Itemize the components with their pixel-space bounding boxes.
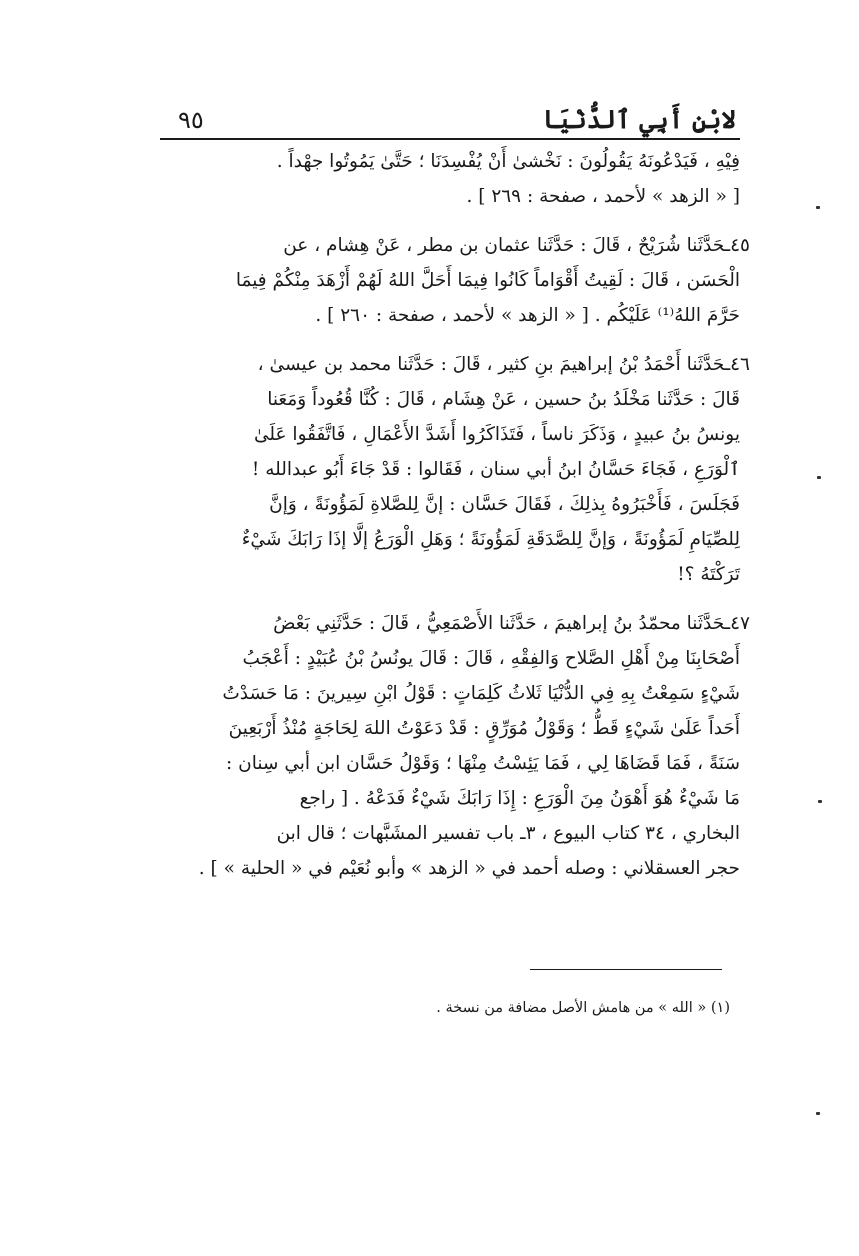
hadith-line: فَجَلَسَ ، فَأَخْبَرُوهُ بِذلِكَ ، فَقَالَ حَسَّان : إنَّ لِلصَّلاةِ لَمَؤُونَةً ، وَإنَّ [269, 494, 740, 515]
hadith-line: حَرَّمَ اللهُ⁽¹⁾ عَلَيْكُم . [ « الزهد » لأحمد ، صفحة : ٢٦٠ ] . [315, 305, 740, 326]
footnote-text: « الله » من هامش الأصل مضافة من نسخة . [436, 1000, 707, 1016]
footnote-marker: (١) [710, 1000, 730, 1016]
page-number: ٩٥ [178, 106, 204, 134]
hadith-46 [160, 347, 750, 592]
hadith-line: ٱلْوَرَعِ ، فَجَاءَ حَسَّانُ ابنُ أبي سنان ، فَقَالوا : قَدْ جَاءَ أَبُو عبدالله ! [251, 459, 740, 480]
footnote [380, 996, 730, 1020]
hadith-number: ٤٥ـ [724, 235, 750, 256]
running-head-title: لابْنِ أَبِي ٱلدُّنْيَا [542, 105, 736, 134]
footnote-rule [530, 969, 722, 970]
scan-speck [818, 800, 822, 803]
hadith-line: مَا شَيْءٌ هُوَ أَهْوَنُ مِنَ الْوَرَعِ : إِذَا رَابَكَ شَيْءٌ فَدَعْهُ . [ راجع [299, 788, 740, 809]
hadith-number: ٤٧ـ [724, 613, 750, 634]
hadith-line-text: حَدَّثَنا أَحْمَدُ بْنُ إبراهيمَ بنِ كثير ، قَالَ : حَدَّثَنا محمد بن عيسىٰ ، [257, 354, 725, 375]
scan-speck [816, 1112, 820, 1115]
book-page [160, 86, 750, 886]
continuation-paragraph [160, 144, 740, 214]
hadith-line-text: حَدَّثَنا محمّدُ بنُ إبراهيمَ ، حَدَّثَنا الأَصْمَعِيُّ ، قَالَ : حَدَّثَنِي بَعْضُ [273, 613, 725, 634]
hadith-45 [160, 228, 750, 333]
hadith-line: أَحَداً عَلَىٰ شَيْءٍ قَطُّ ؛ وَقَوْلُ مُوَرِّقٍ : قَدْ دَعَوْتُ اللهَ لِحَاجَةٍ مُنْذُ أَرْبَعِينَ [228, 718, 740, 739]
hadith-line: البخاري ، ٣٤ كتاب البيوع ، ٣ـ باب تفسير المشَبَّهات ؛ قال ابن [276, 823, 740, 844]
hadith-number: ٤٦ـ [724, 354, 750, 375]
hadith-line: الْحَسَن ، قَالَ : لَقِيتُ أَقْوَاماً كَانُوا فِيمَا أَحَلَّ اللهُ لَهُمْ أَزْهَدَ مِنْكُمْ فِيمَا [235, 270, 740, 291]
continuation-line: فِيْهِ ، فَيَدْعُونَهُ يَقُولُونَ : نَخْشىٰ أَنْ يُفْسِدَنَا ؛ حَتَّىٰ يَمُوتُوا جهْداً . [276, 151, 740, 172]
scan-speck [817, 476, 821, 479]
hadith-line [160, 228, 750, 263]
hadith-line: سَنَةً ، فَمَا قَضَاهَا لِي ، فَمَا يَئِسْتُ مِنْهَا ؛ وَقَوْلُ حَسَّان ابن أبي سِنان : [226, 753, 740, 774]
hadith-line: شَيْءٍ سَمِعْتُ بِهِ فِي الدُّنْيَا ثَلاثُ كَلِمَاتٍ : قَوْلُ ابْنِ سِيرينَ : مَا حَسَدْتُ [222, 683, 740, 704]
hadith-line: تَرَكْتَهُ ؟! [677, 564, 740, 585]
hadith-47 [160, 606, 750, 886]
hadith-line-text: حَدَّثَنا شُرَيْحٌ ، قَالَ : حَدَّثَنا عثمان بن مطر ، عَنْ هِشام ، عن [283, 235, 725, 256]
hadith-line [160, 347, 750, 382]
hadith-line [160, 606, 750, 641]
continuation-reference: [ « الزهد » لأحمد ، صفحة : ٢٦٩ ] . [466, 186, 740, 207]
hadith-line: لِلصِّيَامِ لَمَؤُونَةً ، وَإنَّ لِلصَّدَقَةِ لَمَؤُونَةً ؛ وَهَلِ الْوَرَعُ إلَّا إذَا رَابَكَ شَيْءٌ [241, 529, 740, 550]
running-head [160, 86, 740, 140]
scan-speck [816, 206, 820, 209]
hadith-line: قَالَ : حَدَّثَنا مَخْلَدُ بنُ حسين ، عَنْ هِشَام ، قَالَ : كُنَّا قُعُوداً وَمَعَنا [267, 389, 740, 410]
hadith-line: حجر العسقلاني : وصله أحمد في « الزهد » وأبو نُعَيْم في « الحلية » ] . [198, 858, 740, 879]
hadith-line: أَصْحَابِنَا مِنْ أَهْلِ الصَّلاح وَالفِقْهِ ، قَالَ : قَالَ يونُسُ بْنُ عُبَيْدٍ : أَعْجَبُ [242, 648, 740, 669]
hadith-line: يونسُ بنُ عبيدٍ ، وَذَكَرَ ناساً ، فَتَذَاكَرُوا أَشَدَّ الأَعْمَالِ ، فَاتَّفَقُوا عَلَىٰ [253, 424, 740, 445]
